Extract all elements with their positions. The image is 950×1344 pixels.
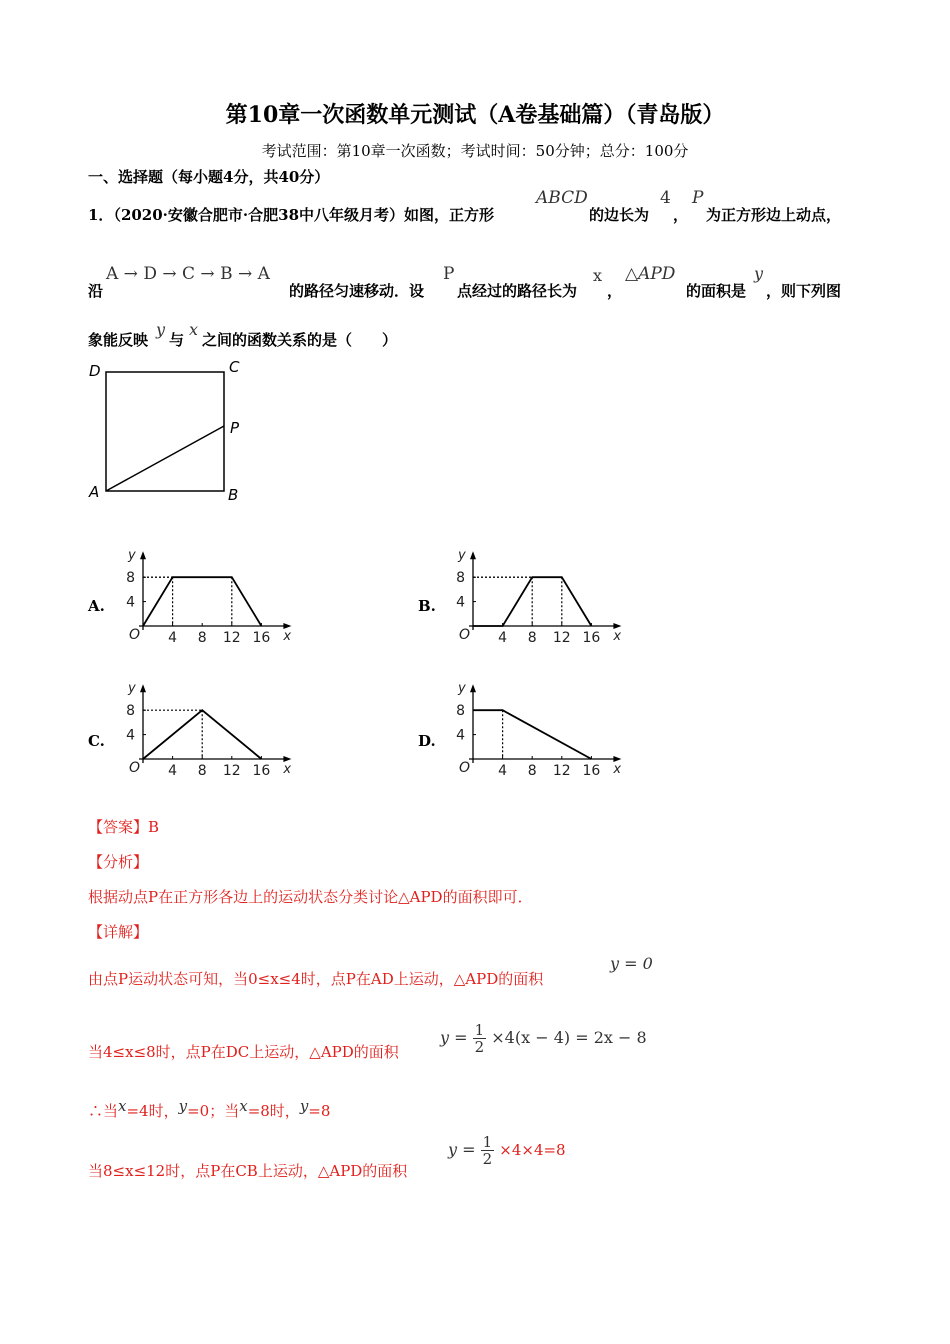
x-tick-label: 4 (498, 763, 508, 779)
origin-label: O (129, 760, 141, 776)
y-tick-label: 8 (456, 703, 465, 720)
y-axis-label: y (128, 548, 136, 564)
origin-label: O (459, 627, 471, 643)
analysis-label: 【分析】 (88, 853, 149, 871)
series-line (473, 710, 591, 759)
text: =0；当 (187, 1102, 240, 1120)
fraction-den: 2 (474, 1038, 485, 1056)
y-tick-label: 8 (126, 703, 135, 720)
question-line-1 (88, 204, 494, 225)
option-c-graph (110, 678, 300, 783)
x-axis-label: x (613, 762, 622, 777)
fraction-num: 1 (474, 1021, 485, 1039)
math-formula-rhs: ×4×4=8 (499, 1141, 566, 1159)
x-tick-label: 8 (197, 630, 207, 646)
answer-line (88, 816, 159, 837)
question-text: 与 (169, 331, 185, 349)
text: ∴当 (88, 1102, 119, 1120)
math-four: 4 (660, 188, 671, 208)
y-axis-arrow (470, 684, 476, 692)
text: =8时， (247, 1102, 300, 1120)
option-b-label: B. (418, 597, 436, 615)
exam-info: 考试范围：第10章一次函数；考试时间：50分钟；总分：100分 (261, 142, 689, 160)
math-formula-lhs: y = (448, 1140, 476, 1159)
question-text: ， (607, 282, 623, 300)
x-tick-label: 16 (252, 630, 271, 646)
question-text: 之间的函数关系的是（ ） (202, 331, 398, 349)
math-x: x (118, 1097, 127, 1115)
analysis-text: 根据动点P在正方形各边上的运动状态分类讨论△APD的面积即可． (88, 888, 533, 906)
math-y: y (754, 264, 764, 283)
fraction-den: 2 (482, 1150, 493, 1168)
label-b: B (228, 486, 239, 504)
origin-label: O (129, 627, 141, 643)
math-p2: P (443, 264, 455, 284)
x-tick-label: 12 (222, 763, 241, 779)
math-formula-1 (440, 1022, 647, 1055)
option-a-graph (110, 545, 300, 650)
detail-line-2: 当4≤x≤8时，点P在DC上运动，△APD的面积 (88, 1043, 399, 1061)
x-tick-label: 8 (197, 763, 207, 779)
segment-ap (106, 426, 224, 491)
origin-label: O (459, 760, 471, 776)
square-shape (106, 372, 224, 491)
option-b-graph (440, 545, 630, 650)
math-triangle: △APD (625, 264, 676, 284)
question-text: 的面积是 (686, 282, 747, 300)
label-c: C (229, 358, 240, 376)
x-axis-label: x (613, 629, 622, 644)
detail-line-3 (88, 1097, 331, 1121)
math-formula-2 (448, 1134, 566, 1167)
detail-label: 【详解】 (88, 923, 149, 941)
math-formula-lhs: y = (440, 1028, 468, 1047)
page-title: 第10章一次函数单元测试（A卷基础篇）（青岛版） (225, 102, 725, 128)
question-text: 点经过的路径长为 (457, 282, 578, 300)
math-y: y (299, 1097, 309, 1115)
math-y-zero: y = 0 (610, 954, 653, 973)
option-a-label: A. (88, 597, 105, 615)
label-p: P (230, 419, 240, 437)
y-tick-label: 8 (126, 570, 135, 587)
question-number: 1． (88, 206, 114, 224)
y-tick-label: 4 (456, 727, 465, 744)
fraction-half (481, 1134, 495, 1167)
section-heading: 一、选择题（每小题4分，共40分） (88, 168, 330, 186)
x-tick-label: 12 (552, 763, 571, 779)
math-y2: y (156, 320, 166, 339)
y-axis-arrow (470, 551, 476, 559)
x-tick-label: 4 (168, 630, 178, 646)
label-d: D (89, 362, 101, 380)
question-source: （2020·安徽合肥市·合肥38中八年级月考）如图，正方形 (113, 206, 495, 224)
y-axis-label: y (458, 548, 466, 564)
question-text: ，则下列图 (766, 282, 842, 300)
math-x: x (239, 1097, 248, 1115)
x-tick-label: 16 (582, 630, 601, 646)
math-abcd: ABCD (536, 188, 588, 208)
x-tick-label: 12 (552, 630, 571, 646)
fraction-half (473, 1022, 487, 1055)
series-line (143, 577, 261, 626)
option-d-graph (440, 678, 630, 783)
x-tick-label: 8 (527, 630, 537, 646)
question-text: 的路径匀速移动．设 (289, 282, 425, 300)
text: =4时， (126, 1102, 179, 1120)
math-p: P (692, 188, 704, 208)
option-c-label: C. (88, 732, 105, 750)
y-axis-label: y (128, 681, 136, 697)
question-text: 沿 (88, 282, 104, 300)
math-x: x (593, 266, 603, 285)
question-text: 的边长为 (589, 206, 650, 224)
x-tick-label: 16 (582, 763, 601, 779)
x-tick-label: 4 (168, 763, 178, 779)
y-tick-label: 4 (456, 594, 465, 611)
y-tick-label: 4 (126, 594, 135, 611)
math-y: y (178, 1097, 188, 1115)
fraction-num: 1 (482, 1133, 493, 1151)
square-figure (80, 355, 260, 505)
detail-line-4: 当8≤x≤12时，点P在CB上运动，△APD的面积 (88, 1162, 408, 1180)
x-tick-label: 8 (527, 763, 537, 779)
math-formula-rhs: ×4(x − 4) = 2x − 8 (491, 1028, 647, 1047)
answer-value: B (148, 818, 160, 836)
y-tick-label: 8 (456, 570, 465, 587)
answer-label: 【答案】 (88, 818, 149, 836)
detail-line-1: 由点P运动状态可知，当0≤x≤4时，点P在AD上运动，△APD的面积 (88, 970, 544, 988)
question-text: 为正方形边上动点， (706, 206, 842, 224)
question-text: 象能反映 (88, 331, 149, 349)
y-tick-label: 4 (126, 727, 135, 744)
label-a: A (89, 483, 100, 501)
text: =8 (308, 1102, 331, 1120)
math-path: A → D → C → B → A (106, 264, 270, 284)
question-text: ， (673, 206, 689, 224)
x-tick-label: 16 (252, 763, 271, 779)
x-axis-label: x (283, 629, 292, 644)
x-tick-label: 4 (498, 630, 508, 646)
option-d-label: D. (418, 732, 436, 750)
math-x2: x (189, 320, 199, 339)
y-axis-arrow (140, 551, 146, 559)
x-axis-label: x (283, 762, 292, 777)
x-tick-label: 12 (222, 630, 241, 646)
y-axis-label: y (458, 681, 466, 697)
y-axis-arrow (140, 684, 146, 692)
